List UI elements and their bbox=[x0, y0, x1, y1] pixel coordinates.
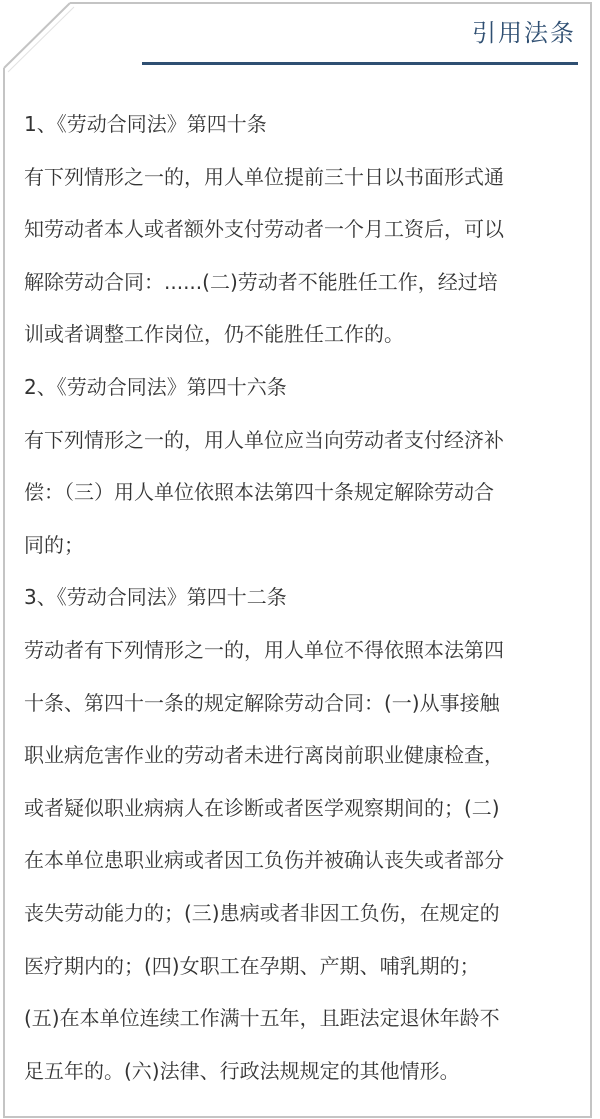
article-heading: 3、《劳动合同法》第四十二条 bbox=[24, 585, 287, 610]
article-body bbox=[24, 104, 580, 1103]
article-text-line: 足五年的。(六)法律、行政法规规定的其他情形。 bbox=[24, 1058, 460, 1083]
article-text-line: 劳动者有下列情形之一的，用人单位不得依照本法第四 bbox=[24, 637, 504, 662]
article-text-line: 职业病危害作业的劳动者未进行离岗前职业健康检查， bbox=[24, 743, 504, 768]
article-text-line: 十条、第四十一条的规定解除劳动合同：(一)从事接触 bbox=[24, 690, 500, 715]
article-text-line: 训或者调整工作岗位，仍不能胜任工作的。 bbox=[24, 322, 404, 347]
page-title: 引用法条 bbox=[472, 19, 576, 47]
article-text-line: (五)在本单位连续工作满十五年，且距法定退休年龄不 bbox=[24, 1006, 500, 1031]
title-underline bbox=[142, 62, 578, 65]
article-text-line: 丧失劳动能力的；(三)患病或者非因工负伤，在规定的 bbox=[24, 900, 500, 925]
article-text-line: 偿：（三）用人单位依照本法第四十条规定解除劳动合 bbox=[24, 480, 494, 505]
article-text-line: 有下列情形之一的，用人单位提前三十日以书面形式通 bbox=[24, 164, 504, 189]
article-text-line: 有下列情形之一的，用人单位应当向劳动者支付经济补 bbox=[24, 427, 504, 452]
article-heading: 1、《劳动合同法》第四十条 bbox=[24, 112, 267, 136]
article-text-line: 在本单位患职业病或者因工负伤并被确认丧失或者部分 bbox=[24, 848, 504, 873]
article-text-line: 解除劳动合同：......(二)劳动者不能胜任工作，经过培 bbox=[24, 269, 498, 294]
article-text-line: 同的； bbox=[24, 532, 84, 557]
article-text-line: 医疗期内的；(四)女职工在孕期、产期、哺乳期的； bbox=[24, 953, 480, 978]
article-heading: 2、《劳动合同法》第四十六条 bbox=[24, 374, 287, 399]
article-text-line: 或者疑似职业病病人在诊断或者医学观察期间的；(二) bbox=[24, 795, 500, 820]
article-text-line: 知劳动者本人或者额外支付劳动者一个月工资后，可以 bbox=[24, 217, 504, 242]
